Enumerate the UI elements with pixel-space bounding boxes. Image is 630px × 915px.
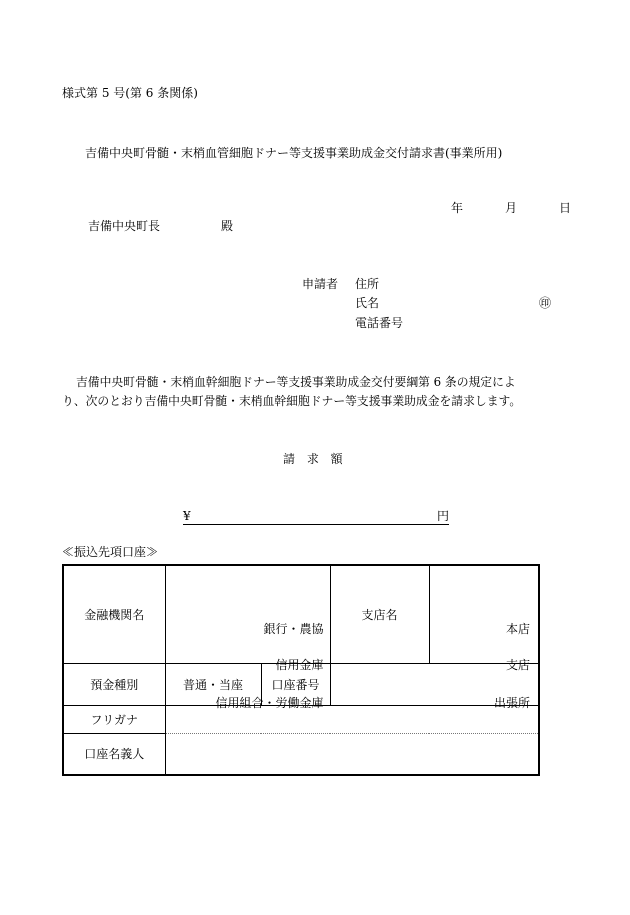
addressee-name: 吉備中央町長 bbox=[88, 219, 161, 233]
request-amount-heading: 請 求 額 bbox=[283, 452, 343, 466]
branch-cell[interactable] bbox=[429, 565, 539, 711]
applicant-label: 申請者 bbox=[302, 277, 339, 291]
institution-type-2: 信用金庫 bbox=[275, 658, 324, 673]
branch-type-2: 支店 bbox=[505, 658, 530, 673]
date-month-label: 月 bbox=[505, 201, 518, 215]
yen-symbol: ¥ bbox=[183, 509, 191, 523]
account-holder-row bbox=[63, 733, 539, 775]
institution-row bbox=[63, 565, 539, 663]
furigana-label: フリガナ bbox=[63, 705, 165, 733]
account-holder-field[interactable] bbox=[165, 733, 539, 775]
amount-field[interactable] bbox=[183, 510, 449, 525]
document-title: 吉備中央町骨髄・末梢血管細胞ドナー等支援事業助成金交付請求書(事業所用) bbox=[85, 146, 503, 160]
branch-type-1: 本店 bbox=[505, 622, 530, 637]
bank-account-table bbox=[62, 564, 540, 776]
branch-label: 支店名 bbox=[330, 565, 429, 663]
account-number-label: 口座番号 bbox=[261, 663, 330, 705]
address-label: 住所 bbox=[355, 277, 380, 291]
branch-type-3: 出張所 bbox=[493, 696, 530, 711]
deposit-type-label: 預金種別 bbox=[63, 663, 165, 705]
phone-label: 電話番号 bbox=[355, 316, 404, 330]
institution-type-1: 銀行・農協 bbox=[263, 622, 324, 637]
institution-type-3: 信用組合・労働金庫 bbox=[215, 696, 324, 711]
body-line-1: 吉備中央町骨髄・末梢血幹細胞ドナー等支援事業助成金交付要綱第 6 条の規定によ bbox=[76, 375, 516, 389]
deposit-type-options[interactable]: 普通・当座 bbox=[165, 663, 261, 705]
addressee-honorific: 殿 bbox=[221, 219, 234, 233]
seal-mark: ㊞ bbox=[539, 296, 552, 310]
name-label: 氏名 bbox=[355, 296, 380, 310]
bank-section-heading: ≪振込先項口座≫ bbox=[62, 545, 159, 559]
institution-label: 金融機関名 bbox=[63, 565, 165, 663]
body-line-2: り、次のとおり吉備中央町骨髄・末梢血幹細胞ドナー等支援事業助成金を請求します。 bbox=[62, 394, 522, 408]
date-year-label: 年 bbox=[451, 201, 464, 215]
yen-unit: 円 bbox=[436, 509, 449, 523]
account-holder-label: 口座名義人 bbox=[63, 733, 165, 775]
form-number: 様式第 5 号(第 6 条関係) bbox=[62, 86, 198, 100]
date-day-label: 日 bbox=[559, 201, 572, 215]
